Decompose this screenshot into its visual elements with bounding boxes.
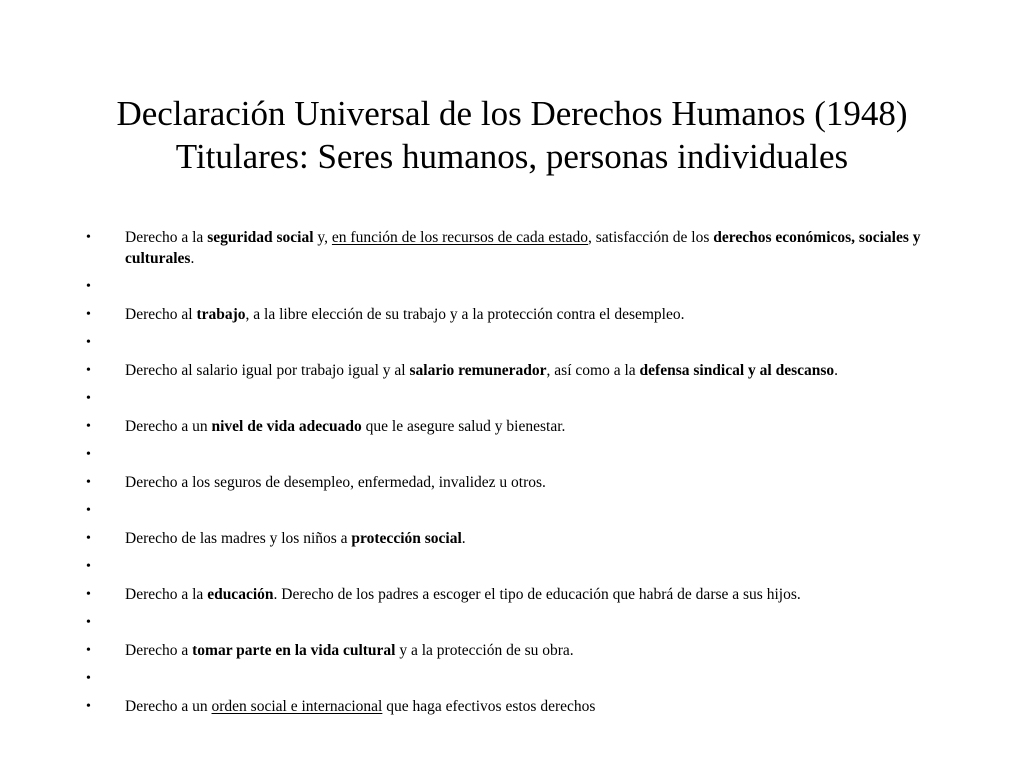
bullet-dot-icon: • <box>86 363 91 378</box>
empty-bullet-item <box>86 668 946 689</box>
empty-bullet-item <box>86 500 946 521</box>
bullet-dot-icon: • <box>86 447 91 462</box>
title-line-2: Titulares: Seres humanos, personas individuales <box>175 137 849 176</box>
bullet-item <box>86 360 946 381</box>
text-segment: , a la libre elección de su trabajo y a la protección contra el desempleo. <box>245 306 685 323</box>
empty-bullet-item <box>86 332 946 353</box>
empty-bullet-item <box>86 556 946 577</box>
bullet-dot-icon: • <box>86 391 91 406</box>
bullet-item <box>86 472 946 493</box>
bullet-text <box>125 584 946 605</box>
bullet-dot-icon: • <box>86 643 91 658</box>
empty-bullet-item <box>86 444 946 465</box>
bullet-dot-icon: • <box>86 531 91 546</box>
bullet-text <box>125 416 946 437</box>
text-segment: Derecho a la <box>125 586 208 603</box>
text-segment: , así como a la <box>546 362 640 379</box>
bullet-dot-icon: • <box>86 671 91 686</box>
bullet-dot-icon: • <box>86 615 91 630</box>
text-segment: . <box>834 362 839 379</box>
text-segment: Derecho de las madres y los niños a <box>125 530 352 547</box>
empty-bullet-item <box>86 276 946 297</box>
rights-bullet-list <box>86 227 946 724</box>
bullet-dot-icon: • <box>86 475 91 490</box>
text-segment: Derecho a la <box>125 229 208 246</box>
bold-phrase: protección social <box>351 530 462 547</box>
text-segment: . <box>190 250 195 267</box>
bullet-item <box>86 528 946 549</box>
text-segment: . <box>461 530 466 547</box>
bullet-item <box>86 584 946 605</box>
text-segment: que haga efectivos estos derechos <box>382 698 596 715</box>
text-segment: Derecho al <box>125 306 197 323</box>
bullet-item <box>86 416 946 437</box>
title-line-1: Declaración Universal de los Derechos Humanos (1948) <box>116 94 908 133</box>
bold-phrase: defensa sindical y al descanso <box>639 362 835 379</box>
bullet-dot-icon: • <box>86 699 91 714</box>
bullet-dot-icon: • <box>86 335 91 350</box>
bullet-text <box>125 227 946 269</box>
bullet-dot-icon: • <box>86 230 91 245</box>
text-segment: que le asegure salud y bienestar. <box>361 418 566 435</box>
bullet-dot-icon: • <box>86 307 91 322</box>
text-segment: Derecho a <box>125 642 193 659</box>
bullet-item <box>86 696 946 717</box>
bullet-dot-icon: • <box>86 503 91 518</box>
bullet-text <box>125 528 946 549</box>
empty-bullet-item <box>86 612 946 633</box>
bullet-dot-icon: • <box>86 419 91 434</box>
empty-bullet-item <box>86 388 946 409</box>
text-segment: Derecho al salario igual por trabajo igual y al <box>125 362 410 379</box>
bold-phrase: derechos económicos, sociales y culturales <box>125 229 921 267</box>
bullet-item <box>86 304 946 325</box>
text-segment: y, <box>313 229 332 246</box>
slide-title <box>60 92 964 178</box>
bold-phrase: educación <box>207 586 274 603</box>
bullet-text <box>125 640 946 661</box>
text-segment: Derecho a los seguros de desempleo, enfermedad, invalidez u otros. <box>125 474 546 491</box>
underlined-phrase: en función de los recursos de cada estado <box>331 229 589 246</box>
text-segment: y a la protección de su obra. <box>395 642 574 659</box>
bullet-dot-icon: • <box>86 559 91 574</box>
bullet-dot-icon: • <box>86 279 91 294</box>
bullet-dot-icon: • <box>86 587 91 602</box>
bold-phrase: tomar parte en la vida cultural <box>192 642 396 659</box>
bullet-item <box>86 640 946 661</box>
underlined-phrase: orden social e internacional <box>211 698 383 715</box>
text-segment: Derecho a un <box>125 418 212 435</box>
bold-phrase: seguridad social <box>207 229 314 246</box>
text-segment: . Derecho de los padres a escoger el tipo de educación que habrá de darse a sus hijos. <box>273 586 801 603</box>
text-segment: , satisfacción de los <box>588 229 714 246</box>
bullet-text <box>125 472 946 493</box>
bold-phrase: salario remunerador <box>409 362 547 379</box>
text-segment: Derecho a un <box>125 698 212 715</box>
bullet-text <box>125 696 946 717</box>
bullet-text <box>125 360 946 381</box>
bullet-item <box>86 227 946 269</box>
bold-phrase: nivel de vida adecuado <box>211 418 362 435</box>
bullet-text <box>125 304 946 325</box>
bold-phrase: trabajo <box>196 306 246 323</box>
